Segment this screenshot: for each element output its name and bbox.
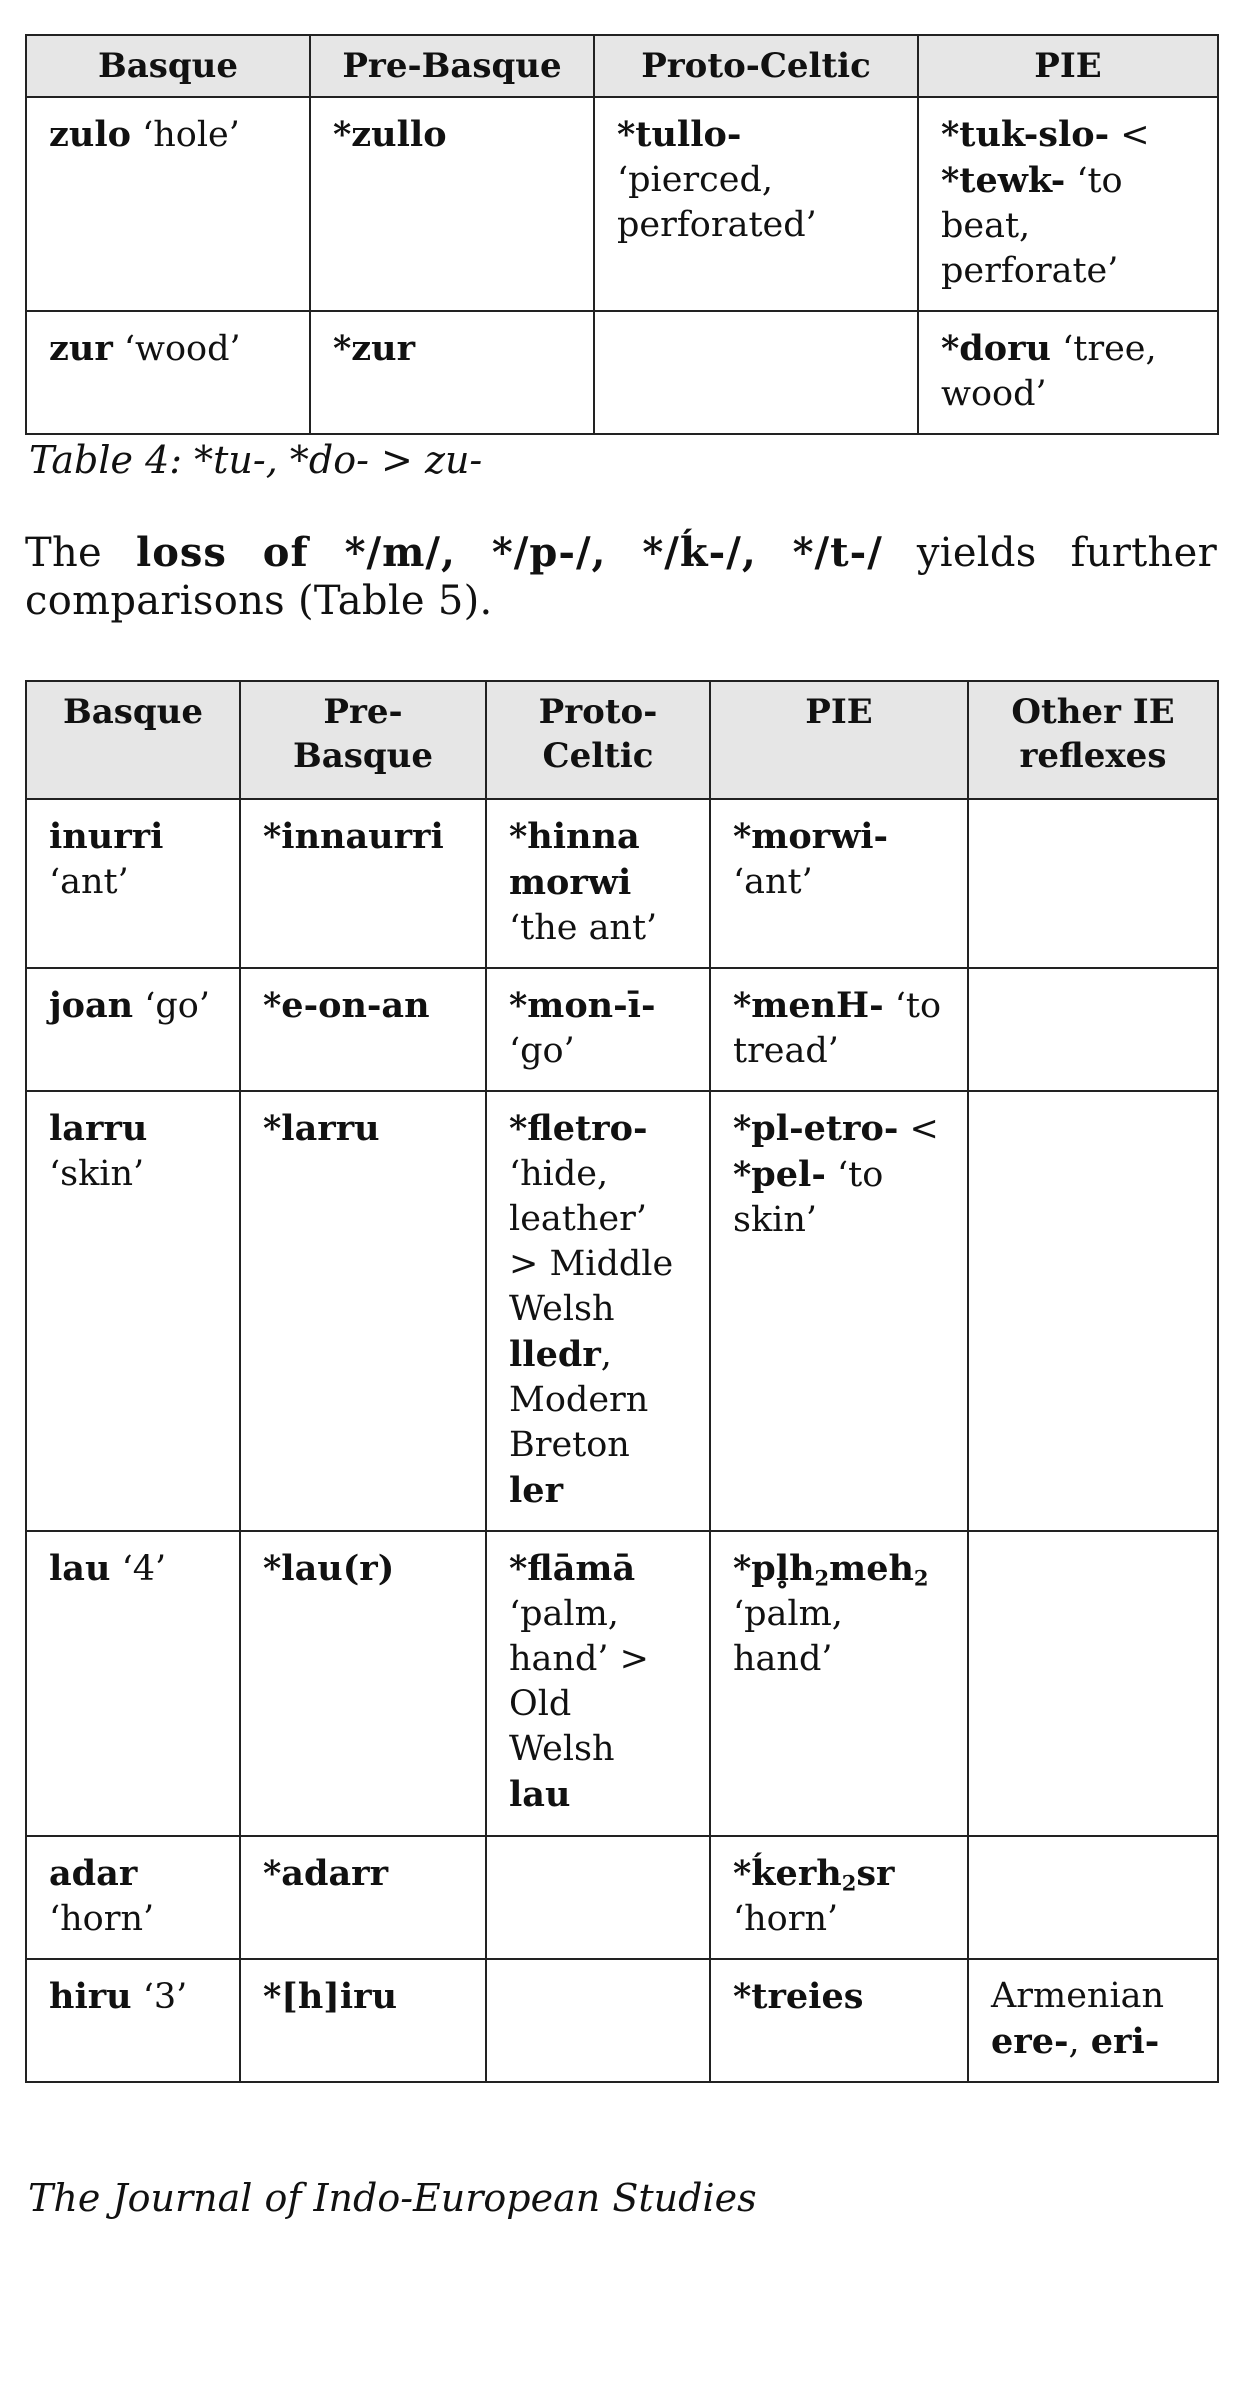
pie-root: *pel- xyxy=(733,1154,826,1195)
table-row xyxy=(26,1531,1218,1836)
basque-gloss: ‘horn’ xyxy=(49,1899,155,1939)
pie-form-part-2: sr xyxy=(856,1853,895,1894)
cell-other-ie xyxy=(968,799,1218,968)
paragraph-start: The xyxy=(25,530,136,576)
basque-form: joan xyxy=(49,985,134,1026)
cell-pie xyxy=(918,311,1218,434)
pie-form xyxy=(733,1548,929,1589)
cell-pie xyxy=(710,799,968,968)
cell-proto-celtic xyxy=(486,1959,710,2082)
basque-gloss: ‘ant’ xyxy=(49,862,129,902)
cell-pie xyxy=(710,1091,968,1531)
table-4-caption: Table 4: *tu-, *do- > zu- xyxy=(29,438,483,482)
paragraph-end: yields further comparisons (Table 5). xyxy=(25,530,1218,624)
other-ie-form: ere- xyxy=(991,2021,1069,2062)
celtic-gloss: ‘go’ xyxy=(509,1031,575,1071)
cell-basque xyxy=(26,1836,240,1959)
pie-gloss: ‘palm, hand’ xyxy=(733,1594,843,1679)
pre-basque-form: *lau(r) xyxy=(263,1548,395,1589)
celtic-gloss: ‘palm, hand’ > Old Welsh xyxy=(509,1594,649,1769)
celtic-form: *hinna morwi xyxy=(509,816,640,903)
header-other-ie-reflexes: Other IE reflexes xyxy=(968,681,1218,799)
header-proto-celtic: Proto-Celtic xyxy=(486,681,710,799)
pie-form: *doru xyxy=(941,328,1052,369)
cell-other-ie xyxy=(968,1959,1218,2082)
cell-basque xyxy=(26,1959,240,2082)
cell-pie xyxy=(710,1836,968,1959)
pie-form-part-1: *ḱerh xyxy=(733,1853,842,1894)
basque-form: zur xyxy=(49,328,113,369)
pie-form-part-2: meh xyxy=(829,1548,914,1589)
cell-pre-basque xyxy=(310,311,594,434)
basque-form: zulo xyxy=(49,114,131,155)
pie-form xyxy=(733,1853,895,1894)
pie-subscript-1: 2 xyxy=(814,1565,830,1591)
basque-gloss: ‘wood’ xyxy=(123,329,241,369)
cell-other-ie xyxy=(968,968,1218,1091)
celtic-gloss: ‘pierced, perforated’ xyxy=(617,160,817,245)
pie-gloss: ‘ant’ xyxy=(733,862,813,902)
other-ie-language: Armenian xyxy=(991,1976,1165,2016)
cell-other-ie xyxy=(968,1091,1218,1531)
cell-proto-celtic xyxy=(486,968,710,1091)
pre-basque-form: *zur xyxy=(333,328,416,369)
table-row xyxy=(26,1959,1218,2082)
cell-basque xyxy=(26,1531,240,1836)
table-4 xyxy=(25,34,1219,435)
header-pie: PIE xyxy=(710,681,968,799)
pie-form: *treies xyxy=(733,1976,864,2017)
cell-proto-celtic xyxy=(486,1091,710,1531)
cell-other-ie xyxy=(968,1836,1218,1959)
celtic-reflex: lledr xyxy=(509,1334,601,1375)
basque-gloss: ‘4’ xyxy=(121,1549,167,1589)
pie-form: *morwi- xyxy=(733,816,889,857)
cell-pre-basque xyxy=(240,1959,486,2082)
pie-subscript-2: 2 xyxy=(913,1565,929,1591)
header-basque: Basque xyxy=(26,681,240,799)
pie-gloss: ‘horn’ xyxy=(733,1899,839,1939)
table-row xyxy=(26,311,1218,434)
pie-form: *tuk-slo- xyxy=(941,114,1110,155)
celtic-form: *tullo- xyxy=(617,114,742,155)
header-proto-celtic: Proto-Celtic xyxy=(594,35,918,97)
celtic-gloss: ‘hide, leather’ > Middle Welsh xyxy=(509,1154,674,1329)
table-header-row xyxy=(26,681,1218,799)
basque-form: hiru xyxy=(49,1976,132,2017)
basque-gloss: ‘skin’ xyxy=(49,1154,145,1194)
cell-pie xyxy=(710,968,968,1091)
pre-basque-form: *[h]iru xyxy=(263,1976,398,2017)
cell-proto-celtic xyxy=(486,1836,710,1959)
pie-subscript-1: 2 xyxy=(841,1870,857,1896)
header-basque: Basque xyxy=(26,35,310,97)
pre-basque-form: *innaurri xyxy=(263,816,444,857)
basque-form: inurri xyxy=(49,816,164,857)
basque-form: adar xyxy=(49,1853,138,1894)
celtic-gloss: ‘the ant’ xyxy=(509,908,658,948)
pie-form: *pl-etro- xyxy=(733,1108,899,1149)
cell-pre-basque xyxy=(240,1531,486,1836)
pie-form-part-1: *pl̥h xyxy=(733,1548,815,1589)
cell-proto-celtic xyxy=(486,799,710,968)
header-pre-basque: Pre-Basque xyxy=(310,35,594,97)
basque-gloss: ‘3’ xyxy=(142,1977,188,2017)
cell-basque xyxy=(26,1091,240,1531)
cell-proto-celtic xyxy=(594,97,918,311)
paragraph-bold: loss of */m/, */p-/, */ḱ-/, */t-/ xyxy=(136,529,883,576)
pie-separator: < xyxy=(1109,115,1150,155)
pie-gloss: ‘to beat, perforate’ xyxy=(941,161,1123,291)
page-content xyxy=(25,34,1217,2083)
celtic-form: *mon-ī- xyxy=(509,985,656,1026)
cell-pre-basque xyxy=(310,97,594,311)
cell-basque xyxy=(26,968,240,1091)
cell-pie xyxy=(710,1959,968,2082)
table-row xyxy=(26,1836,1218,1959)
cell-proto-celtic xyxy=(486,1531,710,1836)
celtic-form: *fletro- xyxy=(509,1108,648,1149)
header-pre-basque: Pre-Basque xyxy=(240,681,486,799)
table-row xyxy=(26,799,1218,968)
other-ie-form-2: eri- xyxy=(1090,2021,1160,2062)
pie-form: *menH- xyxy=(733,985,884,1026)
basque-gloss: ‘go’ xyxy=(144,986,211,1026)
table-header-row xyxy=(26,35,1218,97)
basque-form: lau xyxy=(49,1548,111,1589)
pre-basque-form: *larru xyxy=(263,1108,380,1149)
cell-proto-celtic xyxy=(594,311,918,434)
pie-root: *tewk- xyxy=(941,160,1066,201)
journal-footer: The Journal of Indo-European Studies xyxy=(28,2176,757,2220)
table-row xyxy=(26,97,1218,311)
celtic-reflex: lau xyxy=(509,1774,571,1815)
cell-basque xyxy=(26,799,240,968)
pie-gloss: ‘to tread’ xyxy=(733,986,942,1071)
table-row xyxy=(26,1091,1218,1531)
body-paragraph xyxy=(25,529,1217,625)
cell-pre-basque xyxy=(240,799,486,968)
celtic-gloss-continued: , Modern Breton xyxy=(509,1335,649,1465)
pie-separator: < xyxy=(898,1109,939,1149)
other-ie-separator: , xyxy=(1068,2022,1091,2062)
cell-pie xyxy=(710,1531,968,1836)
cell-basque xyxy=(26,97,310,311)
table-5 xyxy=(25,680,1219,2083)
celtic-reflex-2: ler xyxy=(509,1470,564,1511)
celtic-form: *flāmā xyxy=(509,1548,636,1589)
cell-pre-basque xyxy=(240,1091,486,1531)
pie-gloss: ‘tree, wood’ xyxy=(941,329,1157,414)
cell-basque xyxy=(26,311,310,434)
header-pie: PIE xyxy=(918,35,1218,97)
pre-basque-form: *e-on-an xyxy=(263,985,430,1026)
cell-other-ie xyxy=(968,1531,1218,1836)
pre-basque-form: *adarr xyxy=(263,1853,389,1894)
cell-pre-basque xyxy=(240,968,486,1091)
pie-gloss: ‘to skin’ xyxy=(733,1155,884,1240)
cell-pre-basque xyxy=(240,1836,486,1959)
basque-gloss: ‘hole’ xyxy=(142,115,240,155)
cell-pie xyxy=(918,97,1218,311)
basque-form: larru xyxy=(49,1108,148,1149)
pre-basque-form: *zullo xyxy=(333,114,447,155)
table-row xyxy=(26,968,1218,1091)
